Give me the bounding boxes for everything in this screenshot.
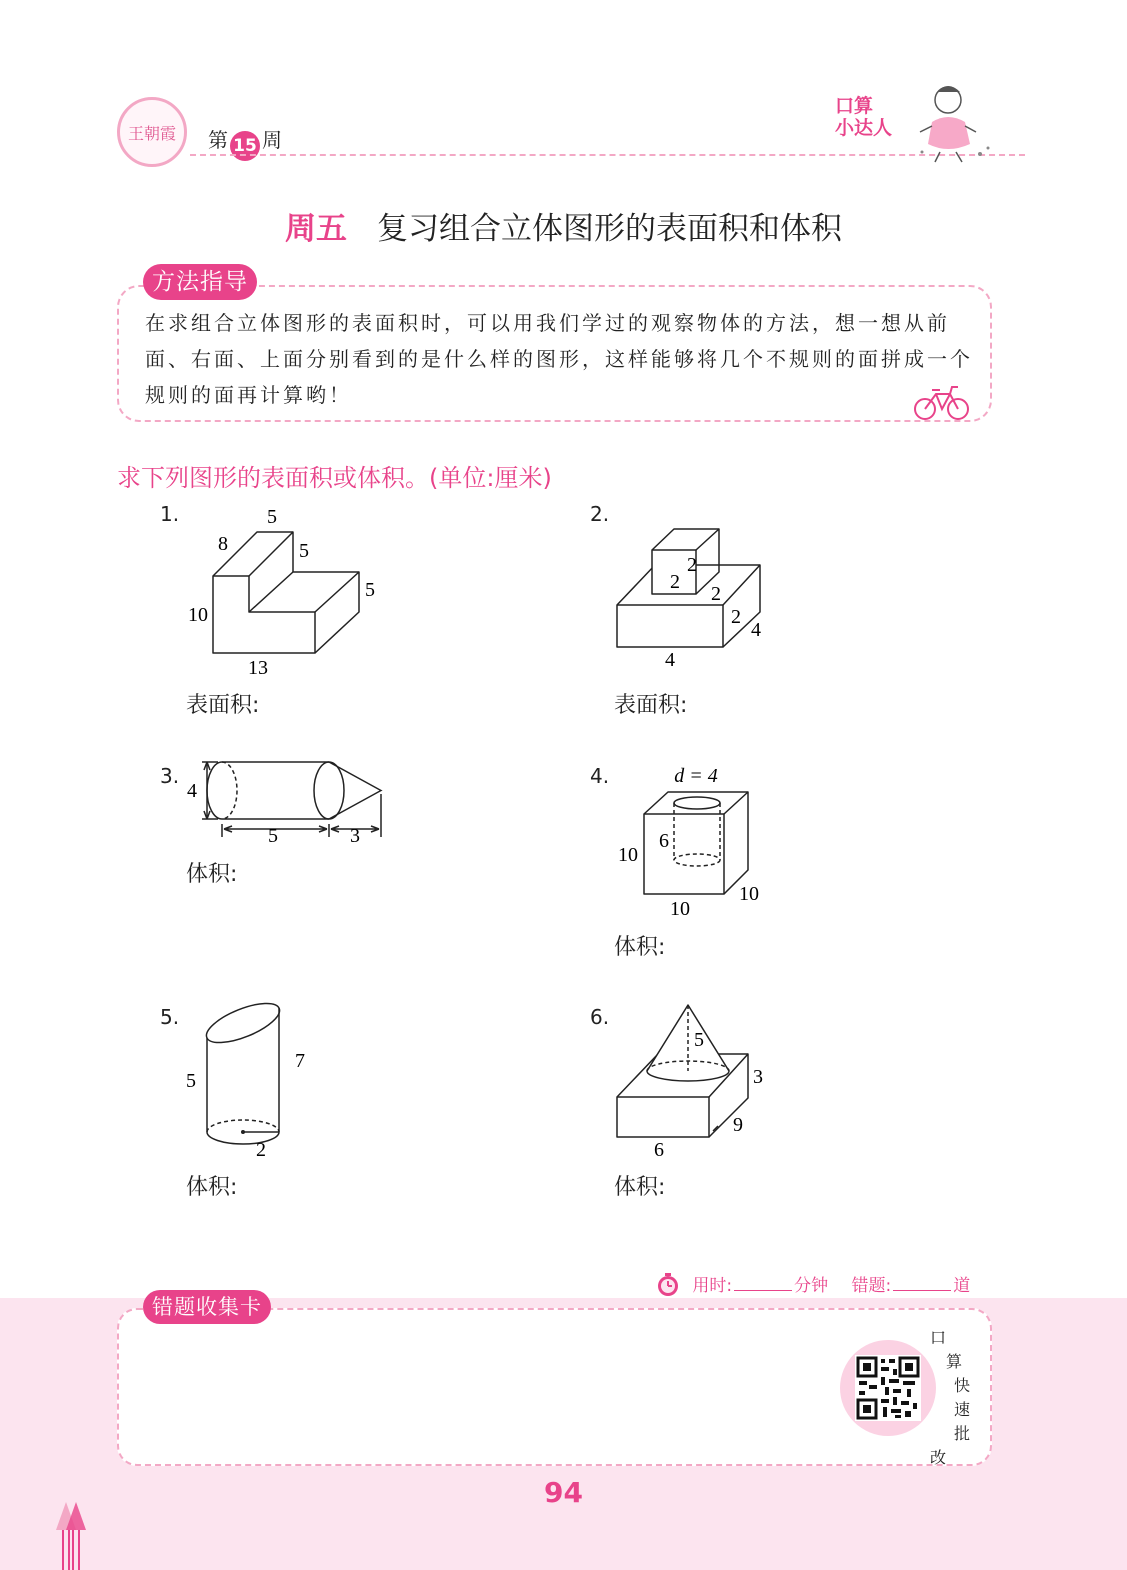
brand-line-1: 口算	[835, 95, 874, 117]
problem-3-answer-label: 体积:	[186, 862, 238, 887]
p1-label-step-height: 5	[299, 540, 309, 562]
p4-label-diameter: d = 4	[674, 765, 718, 787]
qr-side-char-1: 口	[930, 1328, 947, 1347]
qr-side-char-4: 速	[954, 1400, 971, 1419]
page-title	[0, 203, 1127, 248]
minute-unit: 分钟	[794, 1276, 829, 1296]
problem-4-answer-label: 体积:	[614, 935, 666, 960]
p1-label-depth: 8	[218, 533, 228, 555]
error-count-label: 错题:	[851, 1276, 892, 1296]
publisher-logo	[117, 97, 187, 167]
error-card-label: 错题收集卡	[143, 1290, 271, 1324]
qr-side-char-5: 批	[954, 1424, 971, 1443]
p6-label-box-depth: 9	[733, 1114, 743, 1136]
week-number-badge: 15	[230, 131, 260, 161]
problem-1-number: 1.	[160, 502, 180, 526]
error-count-blank[interactable]	[893, 1290, 951, 1291]
p6-label-box-length: 6	[654, 1139, 664, 1161]
method-guide-label: 方法指导	[143, 264, 257, 300]
p6-label-cone-height: 5	[694, 1029, 704, 1051]
week-suffix: 周	[262, 128, 282, 152]
problem-2-answer-label: 表面积:	[614, 693, 688, 718]
brand-line-2: 小达人	[835, 117, 893, 139]
brand-mark	[835, 95, 905, 139]
problem-6-figure	[610, 1000, 780, 1165]
p6-label-box-height: 3	[753, 1066, 763, 1088]
p2-label-cube-right: 2	[687, 554, 697, 576]
p4-label-height: 10	[618, 844, 638, 866]
p5-label-radius: 2	[256, 1139, 266, 1161]
problem-1-answer-label: 表面积:	[186, 693, 260, 718]
qr-side-char-6: 改	[930, 1448, 947, 1467]
p2-label-base-length: 4	[665, 649, 675, 671]
problem-4-figure	[610, 760, 780, 925]
title-day: 周五	[285, 211, 347, 247]
question-unit: 道	[953, 1276, 971, 1296]
p1-label-length: 13	[248, 657, 268, 679]
problem-5-figure	[180, 1000, 330, 1165]
problem-2-figure	[610, 520, 780, 680]
method-guide-text: 在求组合立体图形的表面积时，可以用我们学过的观察物体的方法，想一想从前面、右面、上面分别看到的是什么样的图形，这样能够将几个不规则的面拼成一个规则的面再计算哟！	[145, 311, 973, 407]
arrow-up-icon	[52, 1500, 92, 1570]
problem-5-number: 5.	[160, 1005, 180, 1029]
problem-2-number: 2.	[590, 502, 610, 526]
stopwatch-icon	[655, 1272, 681, 1298]
qr-side-char-2: 算	[946, 1352, 963, 1371]
quick-grading-label	[930, 1326, 970, 1470]
logo-text: 王朝霞	[127, 123, 176, 143]
p1-label-height: 10	[188, 604, 208, 626]
p2-label-base-height: 2	[731, 606, 741, 628]
header-divider	[190, 154, 1025, 156]
p2-label-base-depth: 4	[751, 619, 761, 641]
bicycle-icon	[912, 382, 972, 422]
p3-label-diameter: 4	[187, 780, 197, 802]
problem-6-answer-label: 体积:	[614, 1175, 666, 1200]
week-prefix: 第	[208, 128, 228, 152]
p2-label-cube-front: 2	[670, 571, 680, 593]
p3-label-cone-height: 3	[350, 825, 360, 847]
p1-label-right: 5	[365, 579, 375, 601]
problem-6-number: 6.	[590, 1005, 610, 1029]
p2-label-cube-depth: 2	[711, 583, 721, 605]
problem-3-figure	[178, 752, 398, 852]
time-label: 用时:	[692, 1276, 733, 1296]
p5-label-long-height: 7	[295, 1050, 305, 1072]
section-title: 求下列图形的表面积或体积。(单位:厘米)	[117, 464, 552, 492]
p4-label-length: 10	[670, 898, 690, 920]
problem-4-number: 4.	[590, 764, 610, 788]
qr-code-icon	[855, 1355, 921, 1421]
p5-label-short-height: 5	[186, 1070, 196, 1092]
qr-side-char-3: 快	[954, 1376, 971, 1395]
p4-label-hole-depth: 6	[659, 830, 669, 852]
p1-label-top: 5	[267, 506, 277, 528]
mascot-icon	[910, 82, 1000, 167]
p3-label-cylinder-length: 5	[268, 825, 278, 847]
problem-3-number: 3.	[160, 764, 180, 788]
title-text: 复习组合立体图形的表面积和体积	[377, 211, 842, 247]
time-blank[interactable]	[734, 1290, 792, 1291]
page-number: 94	[544, 1476, 583, 1509]
problem-1-figure	[180, 500, 400, 690]
qr-code-badge[interactable]	[840, 1340, 936, 1436]
p4-label-depth: 10	[739, 883, 759, 905]
problem-5-answer-label: 体积:	[186, 1175, 238, 1200]
time-error-stats	[655, 1271, 970, 1298]
